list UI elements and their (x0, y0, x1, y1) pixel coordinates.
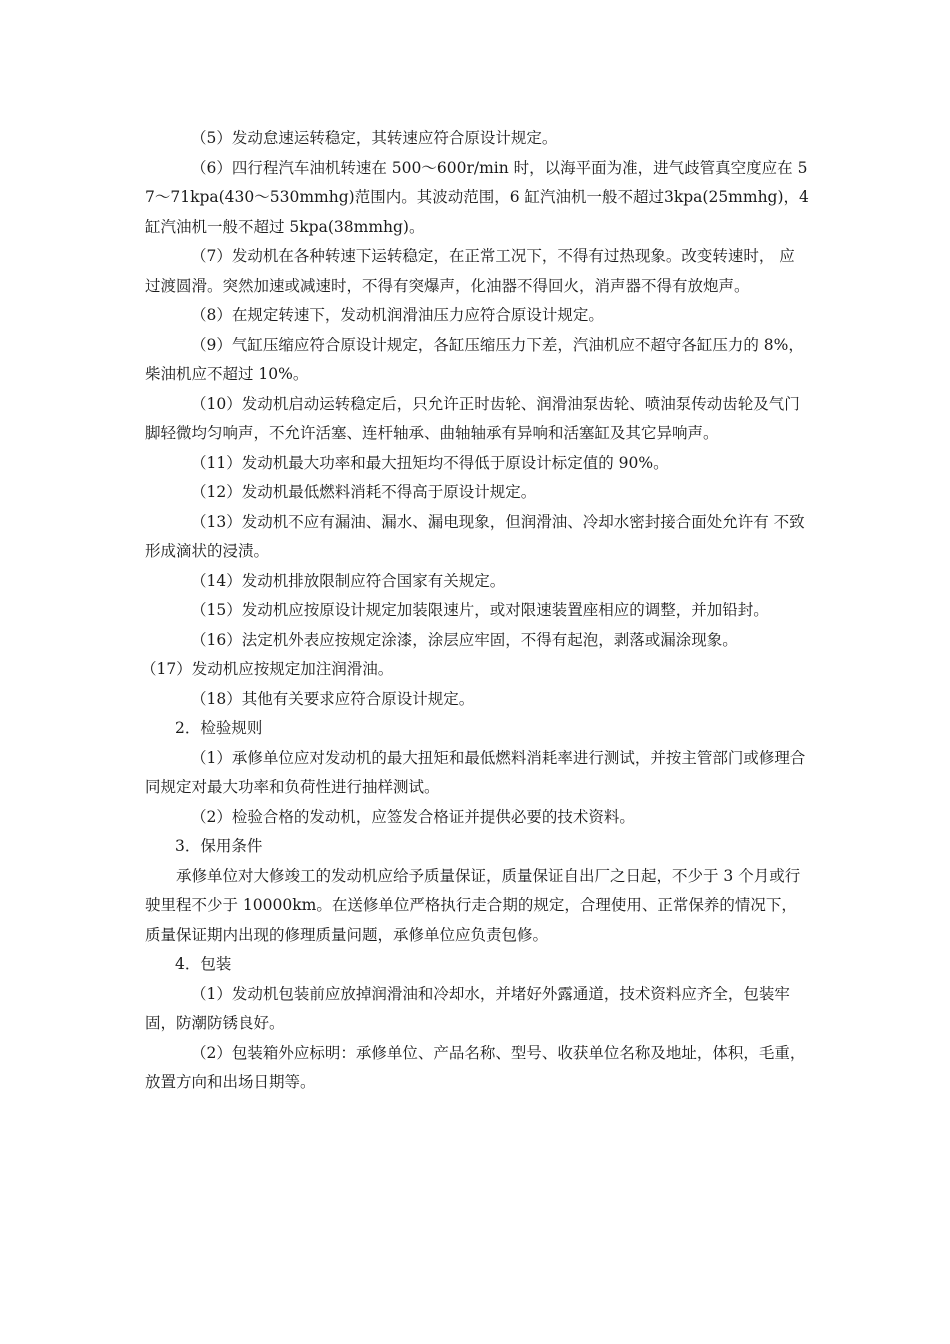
section-heading-packaging: 4．包装 (175, 955, 232, 973)
paragraph-item-17: （17）发动机应按规定加注润滑油。 (141, 660, 394, 678)
paragraph-item-12: （12）发动机最低燃料消耗不得高于原设计规定。 (191, 483, 537, 501)
section-heading-warranty: 3．保用条件 (175, 837, 263, 855)
paragraph-inspection-1: （1）承修单位应对发动机的最大扭矩和最低燃料消耗率进行测试，并按主管部门或修理合同规定对最大功率和负荷性进行抽样测试。 (145, 748, 806, 796)
paragraph-item-6: （6）四行程汽车油机转速在 500～600r/min 时，以海平面为准，进气歧管真空度应在 57～71kpa(430～530mmhg)范围内。其波动范围，6 缸汽油机一般不超过3kpa(25mmhg)，4 缸汽油机一般不超过 5kpa(38mmhg)。 (145, 158, 814, 236)
paragraph-item-15: （15）发动机应按原设计规定加装限速片，或对限速装置座相应的调整，并加铅封。 (191, 601, 769, 619)
paragraph-item-5: （5）发动怠速运转稳定，其转速应符合原设计规定。 (191, 129, 558, 147)
paragraph-item-9: （9）气缸压缩应符合原设计规定，各缸压缩压力下差，汽油机应不超守各缸压力的 8%，柴油机应不超过 10%。 (145, 335, 804, 383)
paragraph-packaging-1: （1）发动机包装前应放掉润滑油和冷却水，并堵好外露通道，技术资料应齐全，包装牢固，防潮防锈良好。 (145, 984, 790, 1032)
paragraph-item-10: （10）发动机启动运转稳定后，只允许正时齿轮、润滑油泵齿轮、喷油泵传动齿轮及气门脚轻微均匀响声，不允许活塞、连杆轴承、曲轴轴承有异响和活塞缸及其它异响声。 (145, 394, 800, 442)
paragraph-item-14: （14）发动机排放限制应符合国家有关规定。 (191, 571, 506, 590)
paragraph-item-18: （18）其他有关要求应符合原设计规定。 (191, 689, 475, 708)
paragraph-inspection-2: （2）检验合格的发动机，应签发合格证并提供必要的技术资料。 (191, 807, 635, 826)
paragraph-item-16: （16）法定机外表应按规定涂漆，涂层应牢固，不得有起泡，剥落或漏涂现象。 (191, 630, 738, 649)
document-body (141, 124, 814, 1098)
paragraph-packaging-2: （2）包装箱外应标明：承修单位、产品名称、型号、收获单位名称及地址，体积，毛重，放置方向和出场日期等。 (145, 1043, 806, 1091)
paragraph-item-13: （13）发动机不应有漏油、漏水、漏电现象，但润滑油、冷却水密封接合面处允许有 不致形成滴状的浸渍。 (145, 512, 805, 560)
paragraph-item-7: （7）发动机在各种转速下运转稳定，在正常工况下，不得有过热现象。改变转速时， 应过渡圆滑。突然加速或减速时，不得有突爆声，化油器不得回火，消声器不得有放炮声。 (145, 247, 795, 295)
section-heading-inspection-rules: 2．检验规则 (175, 719, 263, 737)
paragraph-item-11: （11）发动机最大功率和最大扭矩均不得低于原设计标定值的 90%。 (191, 453, 669, 472)
paragraph-warranty: 承修单位对大修竣工的发动机应给予质量保证，质量保证自出厂之日起，不少于 3 个月或行驶里程不少于 10000km。在送修单位严格执行走合期的规定，合理使用、正常保养的情况下，质量保证期内出现的修理质量问题，承修单位应负责包修。 (145, 866, 801, 944)
paragraph-item-8: （8）在规定转速下，发动机润滑油压力应符合原设计规定。 (191, 306, 604, 324)
